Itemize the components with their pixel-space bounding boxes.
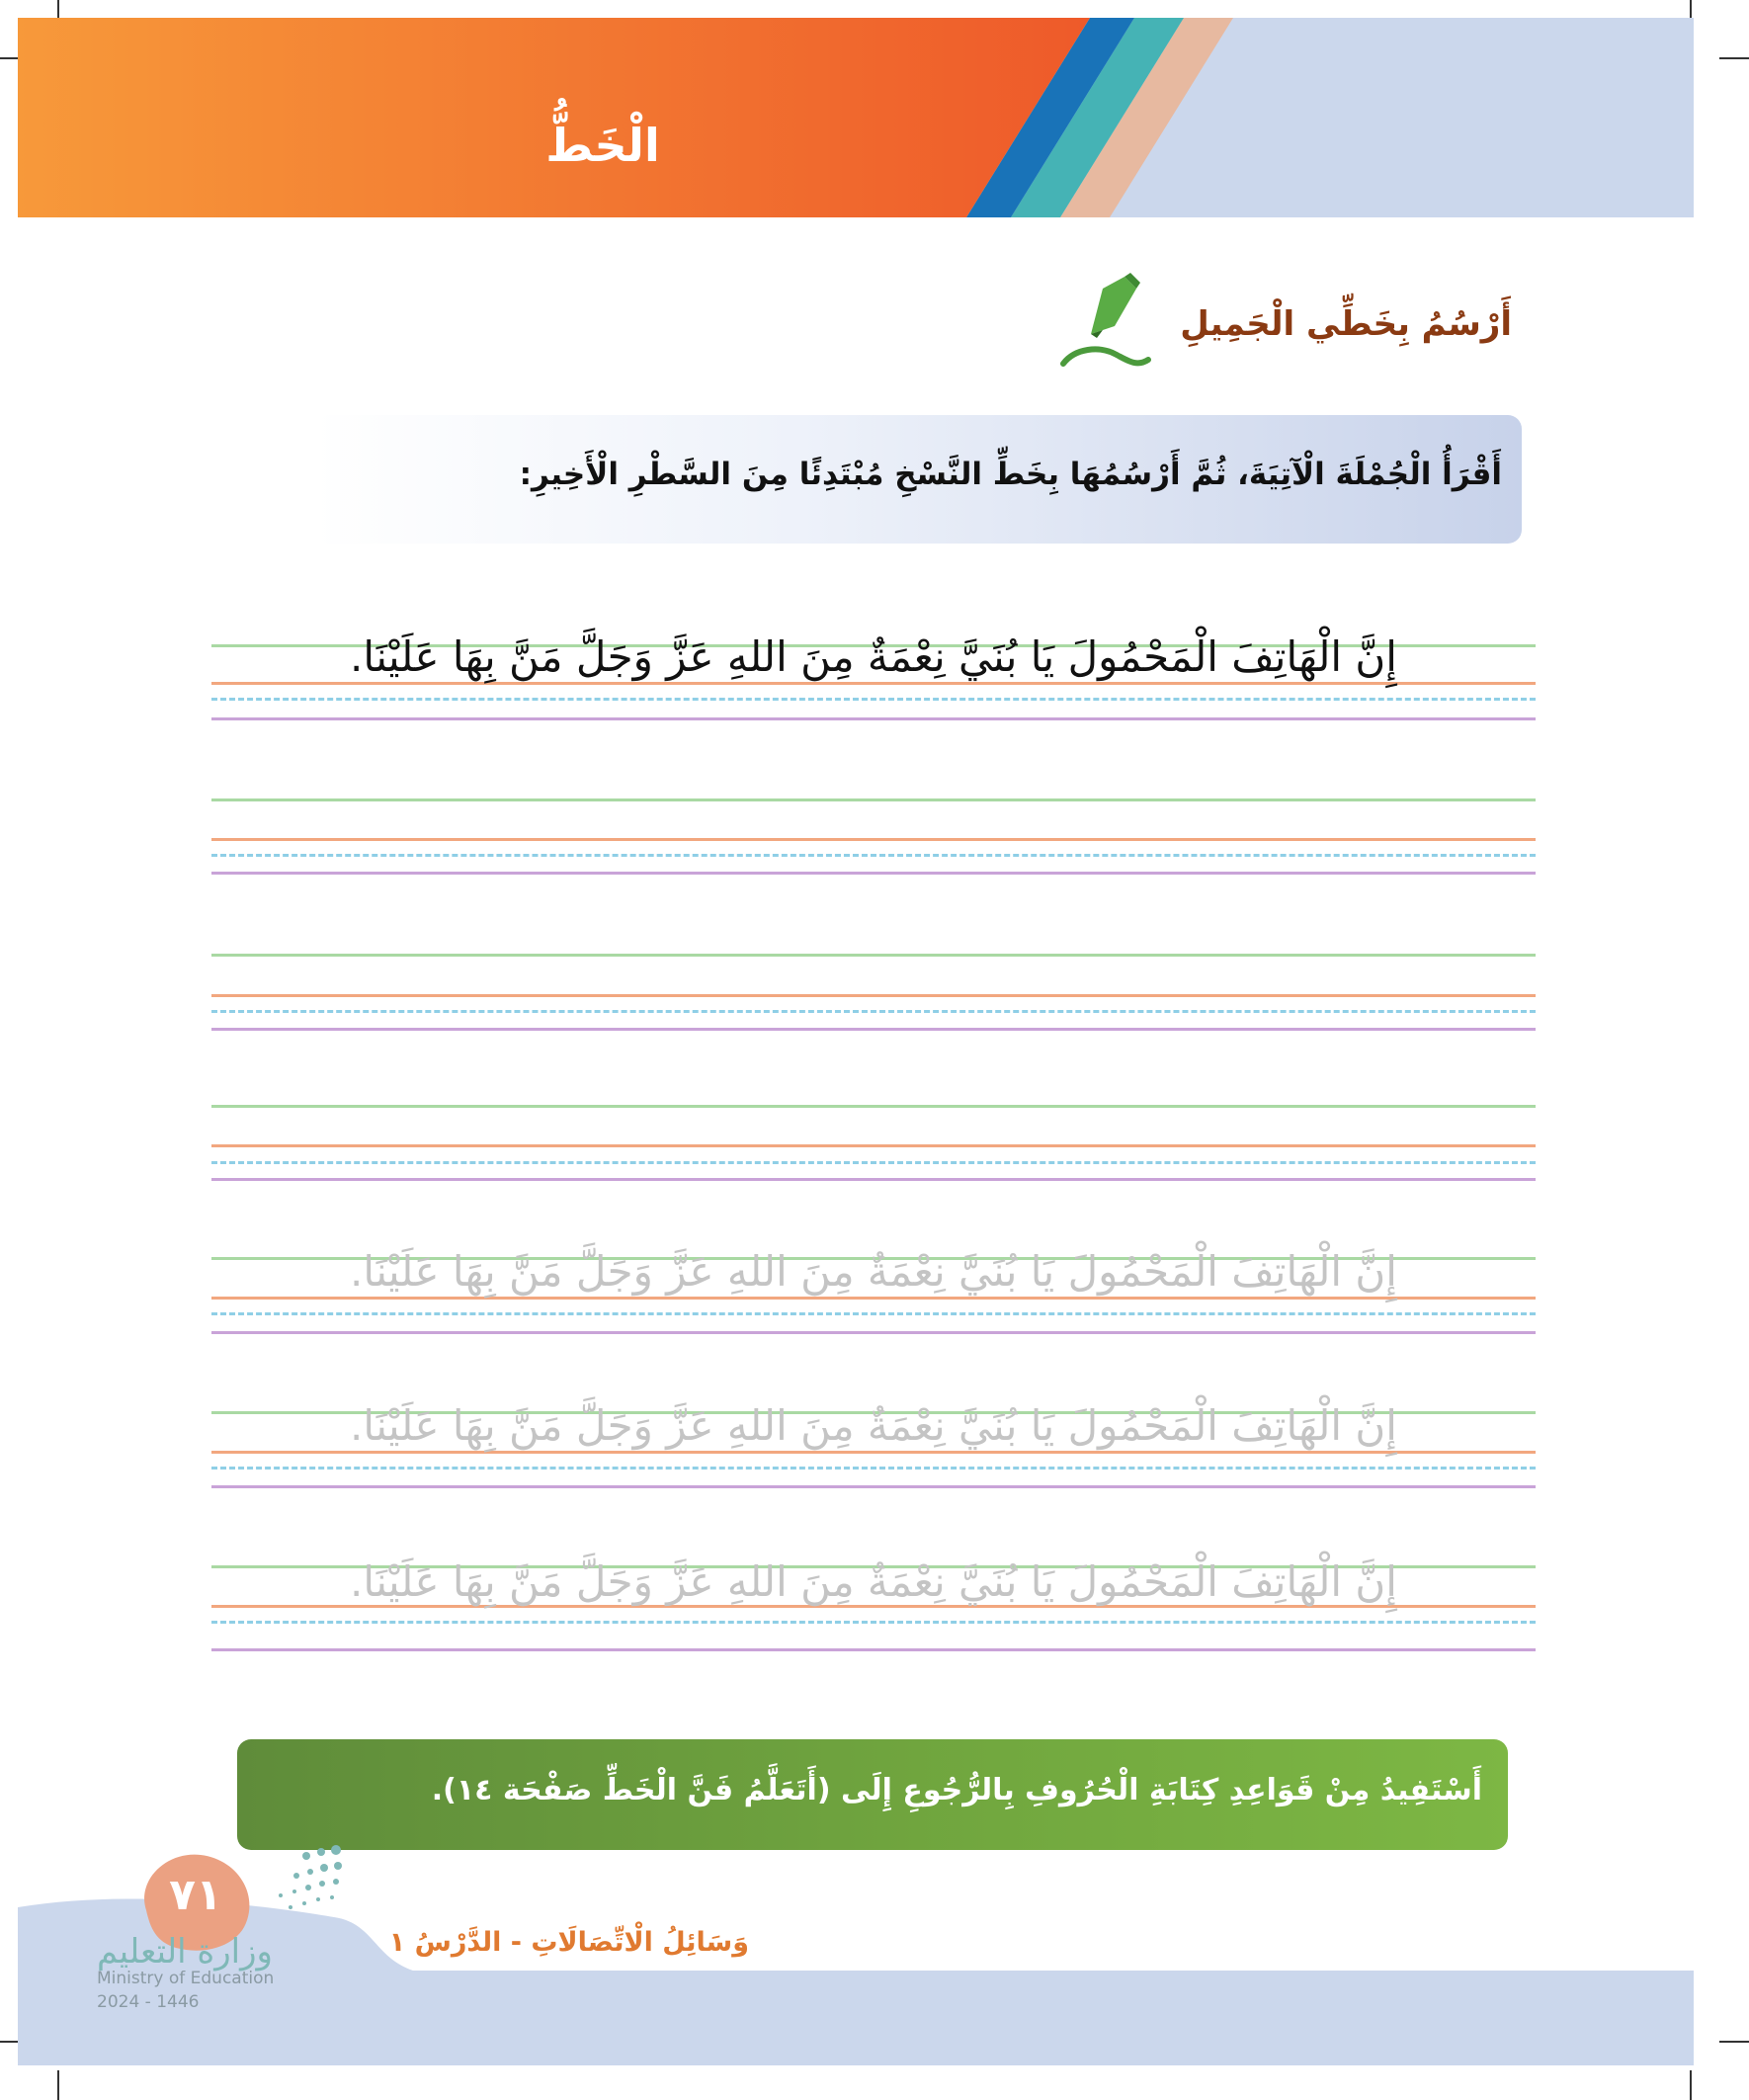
guide-line-middle: [211, 994, 1536, 997]
guide-line-bottom: [211, 1331, 1536, 1334]
header-banner: [18, 18, 1694, 217]
guide-line-middle: [211, 1297, 1536, 1300]
trace-sentence: إِنَّ الْهَاتِفَ الْمَحْمُولَ يَا بُنَيَّ نِعْمَةٌ مِنَ اللهِ عَزَّ وَجَلَّ مَنَّ بِهَا عَلَيْنَا.: [350, 1557, 1397, 1606]
guide-line-dashed: [211, 1010, 1536, 1013]
guide-line-middle: [211, 1451, 1536, 1454]
pencil-icon: [1045, 269, 1164, 387]
ministry-logo-text: وزارة التعليم: [97, 1932, 273, 1972]
guide-line-middle: [211, 1144, 1536, 1147]
guide-line-bottom: [211, 1178, 1536, 1181]
guide-line-top: [211, 954, 1536, 957]
crop-mark: [1719, 57, 1749, 59]
lesson-label: وَسَائِلُ الْاتِّصَالَاتِ - الدَّرْسُ ١: [388, 1927, 749, 1958]
guide-line-dashed: [211, 854, 1536, 857]
section-heading: أَرْسُمُ بِخَطِّي الْجَمِيلِ: [1180, 304, 1512, 344]
guide-line-dashed: [211, 1312, 1536, 1315]
instruction-text: أَقْرَأُ الْجُمْلَةَ الْآتِيَةَ، ثُمَّ أَرْسُمُهَا بِخَطِّ النَّسْخِ مُبْتَدِئًا مِنَ السَّطْرِ الْأَخِيرِ:: [519, 457, 1502, 492]
guide-line-top: [211, 1105, 1536, 1108]
guide-line-dashed: [211, 1161, 1536, 1164]
guide-line-bottom: [211, 1485, 1536, 1488]
page-title: الْخَطُّ: [545, 119, 660, 172]
guide-line-middle: [211, 838, 1536, 841]
guide-line-dashed: [211, 1621, 1536, 1624]
guide-line-dashed: [211, 1467, 1536, 1470]
crop-mark: [57, 2070, 59, 2100]
ministry-year: 2024 - 1446: [97, 1992, 200, 2012]
crop-mark: [1719, 2041, 1749, 2043]
trace-sentence: إِنَّ الْهَاتِفَ الْمَحْمُولَ يَا بُنَيَّ نِعْمَةٌ مِنَ اللهِ عَزَّ وَجَلَّ مَنَّ بِهَا عَلَيْنَا.: [350, 1247, 1397, 1296]
crop-mark: [1690, 2070, 1692, 2100]
guide-line-bottom: [211, 872, 1536, 875]
guide-line-dashed: [211, 698, 1536, 701]
trace-sentence: إِنَّ الْهَاتِفَ الْمَحْمُولَ يَا بُنَيَّ نِعْمَةٌ مِنَ اللهِ عَزَّ وَجَلَّ مَنَّ بِهَا عَلَيْنَا.: [350, 1401, 1397, 1450]
guide-line-bottom: [211, 1648, 1536, 1651]
guide-line-middle: [211, 682, 1536, 685]
model-sentence: إِنَّ الْهَاتِفَ الْمَحْمُولَ يَا بُنَيَّ نِعْمَةٌ مِنَ اللهِ عَزَّ وَجَلَّ مَنَّ بِهَا عَلَيْنَا.: [350, 632, 1397, 681]
ministry-logo-english: Ministry of Education: [97, 1969, 275, 1988]
guide-line-bottom: [211, 717, 1536, 720]
page-number: ٧١: [169, 1870, 222, 1920]
tip-text: أَسْتَفِيدُ مِنْ قَوَاعِدِ كِتَابَةِ الْحُرُوفِ بِالرُّجُوعِ إِلَى (أَتَعَلَّمُ فَنَّ الْخَطِّ صَفْحَة ١٤).: [431, 1773, 1482, 1807]
guide-line-bottom: [211, 1028, 1536, 1031]
guide-line-top: [211, 798, 1536, 801]
